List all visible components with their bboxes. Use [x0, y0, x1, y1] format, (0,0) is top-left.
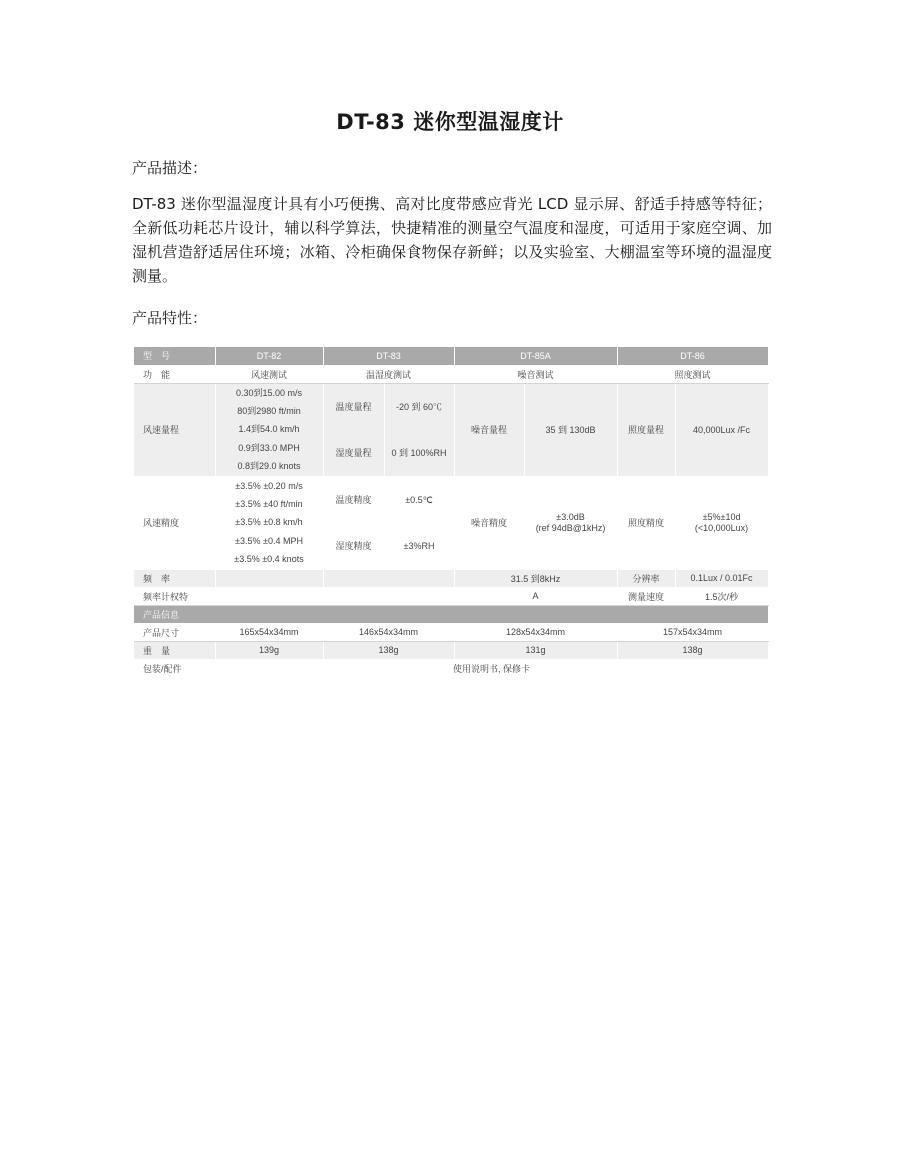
- resolution-label: 分辨率: [617, 569, 675, 587]
- noise-accuracy-line1: ±3.0dB: [556, 511, 585, 522]
- resolution-value: 0.1Lux / 0.01Fc: [675, 569, 768, 587]
- temp-range-value: -20 到 60℃: [395, 401, 443, 412]
- spec-table: [134, 347, 769, 678]
- humidity-range-label: 湿度量程: [335, 447, 372, 458]
- frequency-dt83: [323, 569, 454, 587]
- temp-accuracy-label: 温度精度: [335, 494, 372, 505]
- humidity-range-value: 0 到 100%RH: [391, 447, 447, 458]
- size-dt83: 146x54x34mm: [323, 623, 454, 641]
- function-row: [134, 365, 768, 383]
- frequency-row: [134, 569, 768, 587]
- range-dt82-ms: 0.30到15.00 m/s: [235, 387, 303, 398]
- frequency-dt85a: 31.5 到8kHz: [454, 569, 617, 587]
- range-dt82-knots: 0.8到29.0 knots: [237, 461, 301, 472]
- function-dt86: 照度测试: [617, 365, 768, 383]
- function-label: 功 能: [134, 365, 215, 383]
- weight-row: [134, 641, 768, 659]
- range-dt82-kmh: 1.4到54.0 km/h: [238, 424, 300, 435]
- lux-accuracy-value: [675, 476, 768, 569]
- lux-range-value: 40,000Lux /Fc: [675, 383, 768, 476]
- document-title: DT-83 迷你型温湿度计: [336, 110, 564, 134]
- lux-range-label: 照度量程: [617, 383, 675, 476]
- weight-dt86: 138g: [617, 641, 768, 659]
- frequency-label: 频 率: [134, 569, 215, 587]
- model-dt82: DT-82: [215, 347, 323, 365]
- frequency-dt82: [215, 569, 323, 587]
- weight-dt85a: 131g: [454, 641, 617, 659]
- range-label: 风速量程: [134, 383, 215, 476]
- info-header: 产品信息: [134, 605, 768, 623]
- size-dt82: 165x54x34mm: [215, 623, 323, 641]
- info-header-row: [134, 605, 768, 623]
- function-dt85a: 噪音测试: [454, 365, 617, 383]
- noise-accuracy-line2: (ref 94dB@1kHz): [535, 522, 606, 533]
- accuracy-dt83-names: [323, 476, 384, 569]
- lux-accuracy-line2: (<10,000Lux): [694, 522, 749, 533]
- model-dt85a: DT-85A: [454, 347, 617, 365]
- lux-accuracy-line1: ±5%±10d: [702, 511, 741, 522]
- range-dt82-ftmin: 80到2980 ft/min: [237, 405, 301, 416]
- weighting-dt83: [323, 587, 454, 605]
- noise-accuracy-value: [524, 476, 617, 569]
- accuracy-label: 风速精度: [134, 476, 215, 569]
- weight-dt82: 139g: [215, 641, 323, 659]
- size-dt85a: 128x54x34mm: [454, 623, 617, 641]
- noise-range-value: 35 到 130dB: [524, 383, 617, 476]
- model-dt86: DT-86: [617, 347, 768, 365]
- description-label: 产品描述：: [132, 159, 208, 177]
- noise-range-label: 噪音量程: [454, 383, 524, 476]
- package-label: 包装/配件: [134, 659, 215, 677]
- weighting-row: [134, 587, 768, 605]
- range-dt83-names: [323, 383, 384, 476]
- humidity-accuracy-value: ±3%RH: [403, 540, 435, 551]
- weighting-dt85a: A: [454, 587, 617, 605]
- accuracy-row: [134, 476, 768, 569]
- accuracy-dt82-ftmin: ±3.5% ±40 ft/min: [235, 498, 303, 509]
- size-row: [134, 623, 768, 641]
- model-dt83: DT-83: [323, 347, 454, 365]
- noise-accuracy-label: 噪音精度: [454, 476, 524, 569]
- accuracy-dt82-mph: ±3.5% ±0.4 MPH: [235, 535, 303, 546]
- weight-dt83: 138g: [323, 641, 454, 659]
- size-label: 产品尺寸: [134, 623, 215, 641]
- range-dt83-values: [384, 383, 454, 476]
- range-dt82-mph: 0.9到33.0 MPH: [238, 442, 300, 453]
- speed-label: 测量速度: [617, 587, 675, 605]
- speed-value: 1.5次/秒: [675, 587, 768, 605]
- weighting-dt82: [215, 587, 323, 605]
- humidity-accuracy-label: 湿度精度: [335, 540, 372, 551]
- model-label: 型 号: [134, 347, 215, 365]
- function-dt82: 风速测试: [215, 365, 323, 383]
- accuracy-dt82-kmh: ±3.5% ±0.8 km/h: [235, 517, 303, 528]
- features-label: 产品特性：: [132, 309, 208, 327]
- package-row: [134, 659, 768, 677]
- accuracy-dt82-ms: ±3.5% ±0.20 m/s: [235, 480, 303, 491]
- temp-range-label: 温度量程: [335, 401, 372, 412]
- size-dt86: 157x54x34mm: [617, 623, 768, 641]
- accuracy-dt83-values: [384, 476, 454, 569]
- weight-label: 重 量: [134, 641, 215, 659]
- accuracy-dt82-knots: ±3.5% ±0.4 knots: [234, 554, 304, 565]
- range-dt82: [215, 383, 323, 476]
- function-dt83: 温湿度测试: [323, 365, 454, 383]
- model-header-row: [134, 347, 768, 365]
- package-value: 使用说明书, 保修卡: [215, 659, 768, 677]
- temp-accuracy-value: ±0.5℃: [405, 494, 433, 505]
- lux-accuracy-label: 照度精度: [617, 476, 675, 569]
- accuracy-dt82: [215, 476, 323, 569]
- weighting-label: 频率计权特: [134, 587, 215, 605]
- product-description: DT-83 迷你型温湿度计具有小巧便携、高对比度带感应背光 LCD 显示屏、舒适手持感等特征；全新低功耗芯片设计，辅以科学算法，快捷精准的测量空气温度和湿度，可适用于家庭空调、加湿机营造舒适居住环境；冰箱、冷柜确保食物保存新鲜；以及实验室、大棚温室等环境的温湿度测量。: [132, 195, 772, 285]
- range-row: [134, 383, 768, 476]
